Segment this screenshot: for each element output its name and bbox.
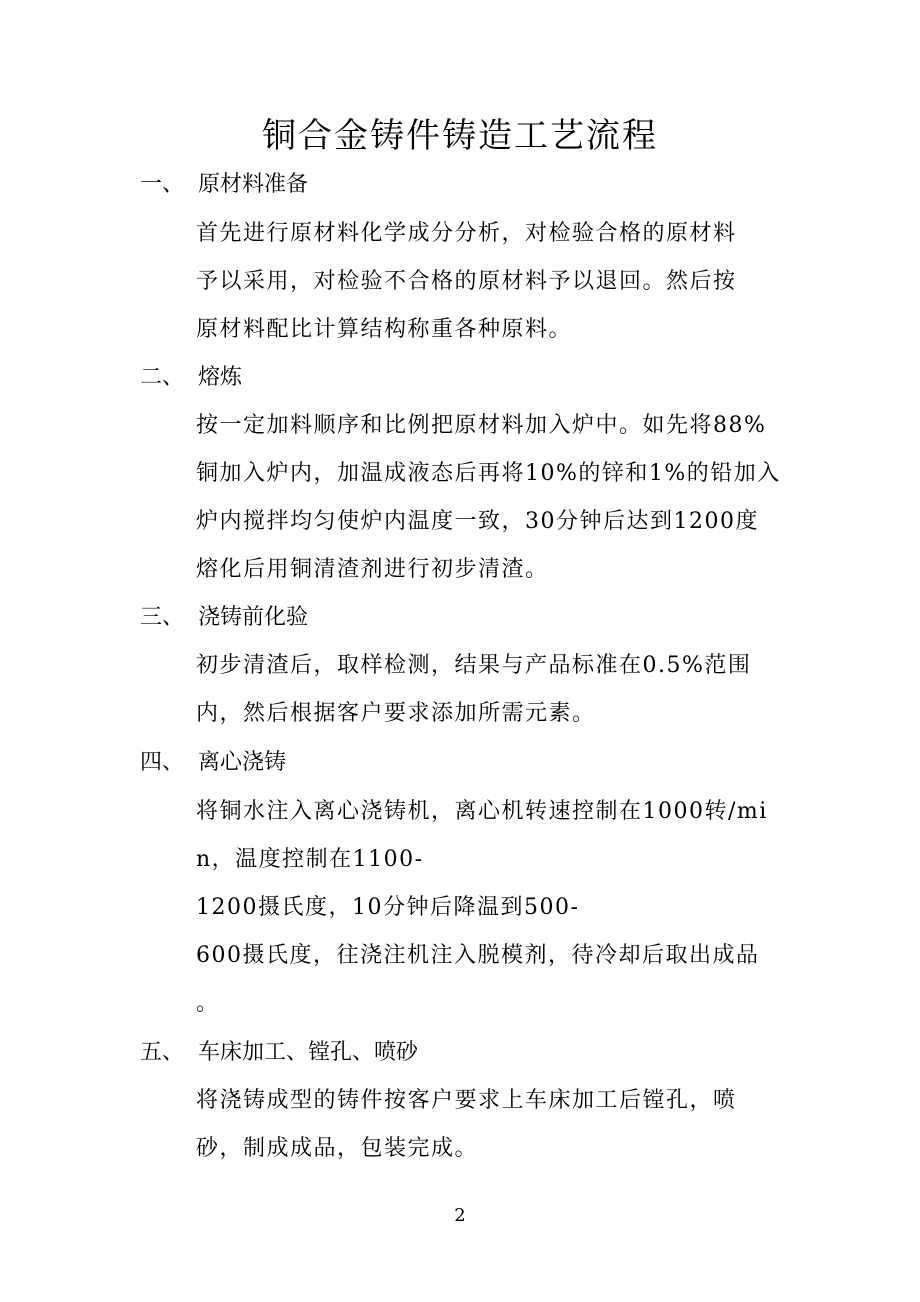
section-heading <box>140 1038 418 1068</box>
page-number: 2 <box>454 1205 466 1226</box>
body-line: 将铜水注入离心浇铸机，离心机转速控制在1000转/mi <box>196 799 768 824</box>
section-body <box>196 210 780 354</box>
section-title: 离心浇铸 <box>198 750 287 775</box>
section-heading <box>140 170 308 200</box>
body-line: 按一定加料顺序和比例把原材料加入炉中。如先将88% <box>196 413 767 438</box>
section-heading <box>140 363 242 393</box>
body-line: 。 <box>196 991 220 1016</box>
body-line: 600摄氏度，往浇注机注入脱模剂，待冷却后取出成品 <box>196 943 760 968</box>
section-number: 五、 <box>140 1040 185 1065</box>
body-line: 铜加入炉内，加温成液态后再将10%的锌和1%的铅加入 <box>196 461 781 486</box>
page-title: 铜合金铸件铸造工艺流程 <box>262 116 658 156</box>
body-line: 炉内搅拌均匀使炉内温度一致，30分钟后达到1200度 <box>196 509 759 534</box>
body-line: 砂，制成成品，包装完成。 <box>196 1136 479 1161</box>
section-heading <box>140 748 286 778</box>
section-body <box>196 642 780 738</box>
section-body <box>196 788 780 1028</box>
section-title: 熔炼 <box>198 365 243 390</box>
section-title: 浇铸前化验 <box>198 605 309 630</box>
body-line: 首先进行原材料化学成分分析，对检验合格的原材料 <box>196 221 737 246</box>
section-heading <box>140 603 308 633</box>
body-line: 内，然后根据客户要求添加所需元素。 <box>196 701 596 726</box>
body-line: 将浇铸成型的铸件按客户要求上车床加工后镗孔，喷 <box>196 1088 737 1113</box>
body-line: 熔化后用铜清渣剂进行初步清渣。 <box>196 557 549 582</box>
body-line: 1200摄氏度，10分钟后降温到500- <box>196 895 580 920</box>
section-number: 四、 <box>140 750 185 775</box>
section-body <box>196 1077 780 1173</box>
section-number: 三、 <box>140 605 185 630</box>
body-line: n，温度控制在1100- <box>196 847 424 872</box>
section-title: 车床加工、镗孔、喷砂 <box>198 1040 419 1065</box>
section-number: 一、 <box>140 172 185 197</box>
section-title: 原材料准备 <box>198 172 309 197</box>
section-number: 二、 <box>140 365 185 390</box>
section-body <box>196 402 780 594</box>
body-line: 予以采用，对检验不合格的原材料予以退回。然后按 <box>196 269 737 294</box>
body-line: 初步清渣后，取样检测，结果与产品标准在0.5%范围 <box>196 653 752 678</box>
body-line: 原材料配比计算结构称重各种原料。 <box>196 317 573 342</box>
